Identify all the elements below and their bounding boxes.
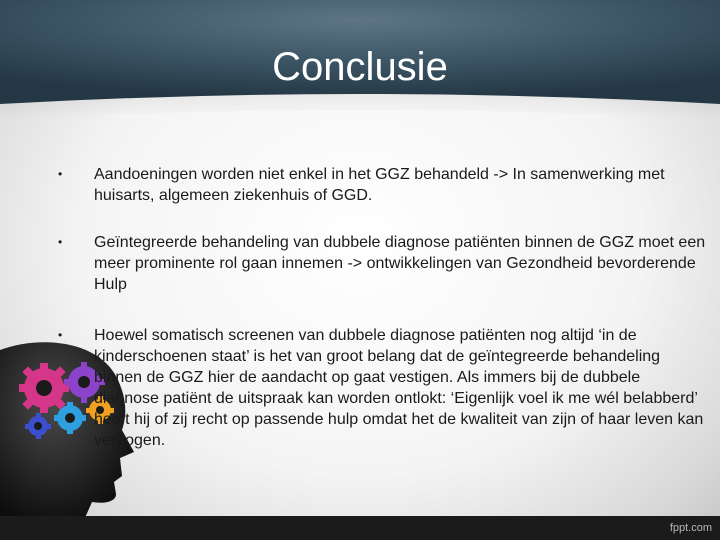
footer-brand: fppt.com xyxy=(669,522,712,534)
slide-title: Conclusie xyxy=(272,45,448,89)
bullet-text: Geïntegreerde behandeling van dubbele diagnose patiënten binnen de GGZ moet een meer prominente rol gaan innemen -> ontwikkelingen van Gezondheid bevorderende Hulp xyxy=(94,234,706,293)
bullet-item xyxy=(48,232,708,295)
bullet-marker: • xyxy=(58,235,63,249)
title-banner xyxy=(0,0,720,130)
bullet-text: Aandoeningen worden niet enkel in het GGZ behandeld -> In samenwerking met huisarts, algemeen ziekenhuis of GGD. xyxy=(94,166,665,204)
footer-bar xyxy=(0,516,720,540)
bullet-list xyxy=(48,164,708,451)
bullet-text: Hoewel somatisch screenen van dubbele diagnose patiënten nog altijd ‘in de kinderschoenen staat’ is het van groot belang dat de geïntegreerde behandeling binnen de GGZ hier de aandacht op gaat vestigen. Als immers bij de dubbele diagnose patiënt de uitspraak kan worden ontlokt: ‘Eigenlijk voel ik me wél belabberd’ heeft hij of zij recht op passende hulp omdat het de kwaliteit van zijn of haar leven kan verhogen. xyxy=(94,327,704,449)
bullet-marker: • xyxy=(58,167,63,181)
bullet-marker: • xyxy=(58,328,63,342)
bullet-item xyxy=(48,164,708,206)
bullet-item xyxy=(48,325,708,451)
